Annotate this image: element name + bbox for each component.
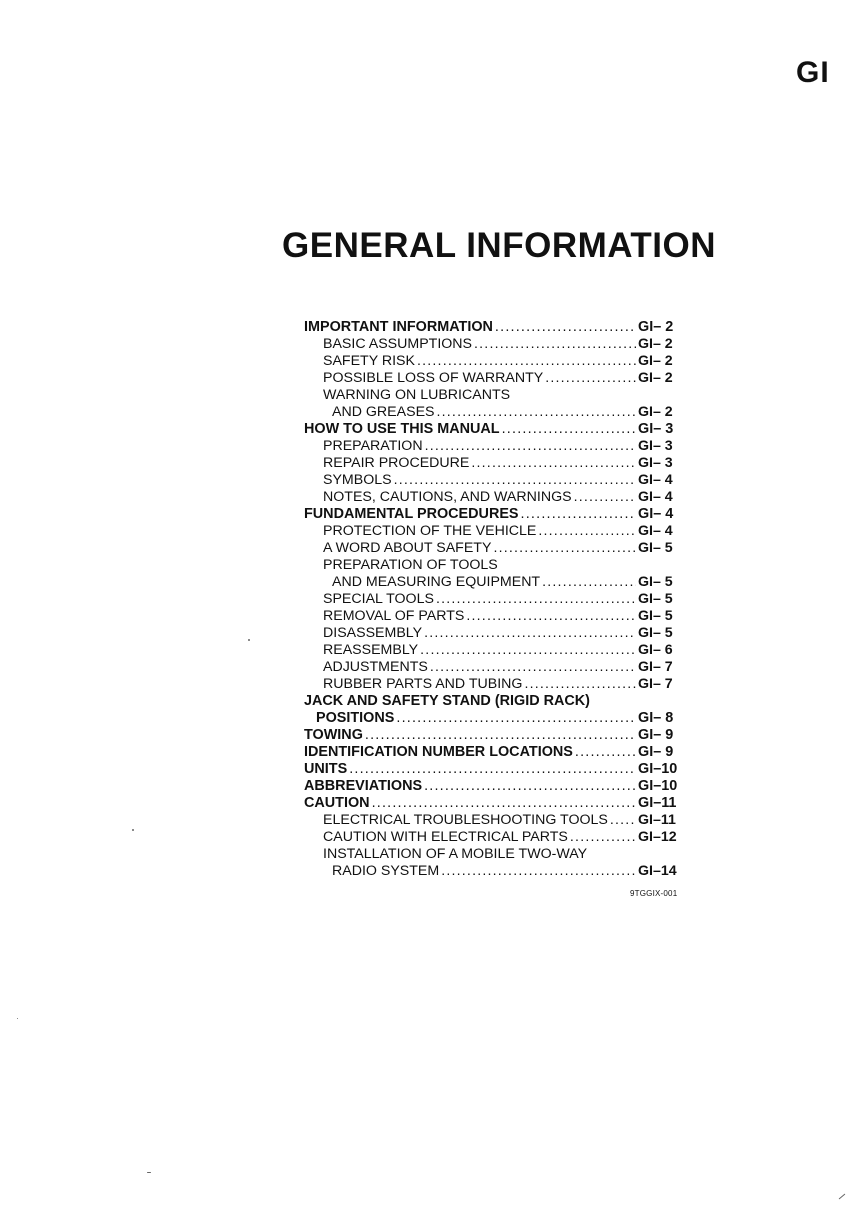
toc-entry-title: SPECIAL TOOLS: [323, 591, 434, 607]
toc-entry-page: GI– 5: [638, 540, 673, 556]
toc-entry: [304, 846, 684, 863]
toc-entry-title: WARNING ON LUBRICANTS: [323, 387, 511, 403]
toc-entry-title: AND MEASURING EQUIPMENT: [332, 574, 541, 590]
toc-entry: [304, 608, 684, 625]
toc-leader-dots: [521, 506, 636, 523]
toc-entry-title: PROTECTION OF THE VEHICLE: [323, 523, 537, 539]
toc-entry: [304, 676, 684, 693]
toc-entry-page: GI– 2: [638, 319, 674, 335]
toc-entry: [304, 540, 684, 557]
toc-leader-dots: [424, 625, 636, 642]
toc-entry-title: REPAIR PROCEDURE: [323, 455, 470, 471]
toc-entry-page: GI– 4: [638, 489, 673, 505]
scan-speck: [132, 829, 134, 831]
toc-leader-dots: [570, 829, 636, 846]
toc-entry-page: GI– 4: [638, 472, 673, 488]
toc-leader-dots: [396, 710, 636, 727]
toc-leader-dots: [610, 812, 636, 829]
toc-entry-page: GI– 8: [638, 710, 674, 726]
toc-entry-page: GI– 5: [638, 591, 673, 607]
toc-entry-title: PREPARATION OF TOOLS: [323, 557, 498, 573]
toc-entry-page: GI– 9: [638, 744, 674, 760]
toc-entry-page: GI– 5: [638, 608, 673, 624]
toc-leader-dots: [430, 659, 636, 676]
toc-entry-title: HOW TO USE THIS MANUAL: [304, 421, 500, 437]
toc-entry: [304, 336, 684, 353]
toc-entry: [304, 404, 684, 421]
toc-entry-page: GI– 4: [638, 506, 674, 522]
toc-leader-dots: [349, 761, 636, 778]
toc-entry-title: RADIO SYSTEM: [332, 863, 440, 879]
toc-entry: [304, 863, 684, 880]
toc-entry-title: REMOVAL OF PARTS: [323, 608, 465, 624]
toc-entry-page: GI– 4: [638, 523, 673, 539]
toc-entry-title: ADJUSTMENTS: [323, 659, 428, 675]
toc-entry: [304, 659, 684, 676]
toc-entry-page: GI– 2: [638, 353, 673, 369]
toc-leader-dots: [538, 523, 636, 540]
toc-entry-title: A WORD ABOUT SAFETY: [323, 540, 492, 556]
toc-entry-page: GI– 5: [638, 625, 673, 641]
toc-entry-page: GI–11: [638, 812, 676, 828]
section-tab: GI: [796, 56, 830, 89]
toc-leader-dots: [542, 574, 636, 591]
toc-entry-title: TOWING: [304, 727, 363, 743]
toc-entry-page: GI– 5: [638, 574, 673, 590]
toc-entry: [304, 353, 684, 370]
scan-speck: [147, 1172, 151, 1173]
toc-entry: [304, 438, 684, 455]
toc-entry-page: GI– 3: [638, 455, 673, 471]
toc-entry-title: DISASSEMBLY: [323, 625, 423, 641]
toc-entry-page: GI–10: [638, 778, 678, 794]
toc-entry-title: ABBREVIATIONS: [304, 778, 423, 794]
toc-entry: [304, 591, 684, 608]
scan-speck: [248, 639, 250, 641]
document-code: 9TGGIX-001: [630, 889, 678, 898]
toc-entry-title: IDENTIFICATION NUMBER LOCATIONS: [304, 744, 573, 760]
toc-leader-dots: [420, 642, 636, 659]
toc-entry-title: PREPARATION: [323, 438, 423, 454]
toc-leader-dots: [365, 727, 636, 744]
toc-leader-dots: [502, 421, 636, 438]
toc-entry: [304, 710, 684, 727]
toc-entry: [304, 727, 684, 744]
toc-entry: [304, 506, 684, 523]
toc-entry-page: GI– 7: [638, 676, 673, 692]
toc-entry-title: POSITIONS: [316, 710, 395, 726]
toc-entry-page: GI–12: [638, 829, 677, 845]
toc-entry-title: ELECTRICAL TROUBLESHOOTING TOOLS: [323, 812, 608, 828]
toc-leader-dots: [424, 778, 636, 795]
toc-leader-dots: [575, 744, 636, 761]
toc-entry-page: GI– 2: [638, 336, 673, 352]
toc-entry-title: REASSEMBLY: [323, 642, 419, 658]
table-of-contents: [304, 319, 684, 880]
scan-speck: [839, 1194, 846, 1200]
toc-leader-dots: [524, 676, 636, 693]
toc-entry-page: GI–10: [638, 761, 678, 777]
toc-entry-title: FUNDAMENTAL PROCEDURES: [304, 506, 519, 522]
toc-leader-dots: [437, 404, 637, 421]
toc-leader-dots: [372, 795, 636, 812]
toc-entry: [304, 455, 684, 472]
toc-entry: [304, 795, 684, 812]
toc-leader-dots: [417, 353, 636, 370]
toc-leader-dots: [495, 319, 636, 336]
toc-entry-page: GI–14: [638, 863, 677, 879]
toc-entry: [304, 761, 684, 778]
toc-leader-dots: [394, 472, 636, 489]
toc-entry-title: UNITS: [304, 761, 348, 777]
toc-entry-title: NOTES, CAUTIONS, AND WARNINGS: [323, 489, 572, 505]
toc-entry-title: POSSIBLE LOSS OF WARRANTY: [323, 370, 544, 386]
page-title: GENERAL INFORMATION: [282, 226, 717, 265]
toc-entry-page: GI– 7: [638, 659, 673, 675]
toc-entry-page: GI– 6: [638, 642, 673, 658]
toc-entry-page: GI– 9: [638, 727, 674, 743]
toc-entry-title: CAUTION: [304, 795, 370, 811]
toc-entry-title: AND GREASES: [332, 404, 435, 420]
toc-entry: [304, 370, 684, 387]
toc-entry: [304, 472, 684, 489]
scan-speck: [17, 1018, 18, 1019]
toc-entry: [304, 642, 684, 659]
toc-entry: [304, 421, 684, 438]
toc-entry-title: CAUTION WITH ELECTRICAL PARTS: [323, 829, 568, 845]
toc-entry: [304, 523, 684, 540]
toc-entry-page: GI– 2: [638, 370, 673, 386]
toc-entry-title: JACK AND SAFETY STAND (RIGID RACK): [304, 693, 590, 709]
toc-entry: [304, 829, 684, 846]
toc-entry: [304, 574, 684, 591]
toc-entry-title: RUBBER PARTS AND TUBING: [323, 676, 523, 692]
toc-leader-dots: [545, 370, 636, 387]
toc-entry-title: INSTALLATION OF A MOBILE TWO-WAY: [323, 846, 588, 862]
toc-entry: [304, 778, 684, 795]
toc-entry: [304, 387, 684, 404]
toc-entry: [304, 812, 684, 829]
toc-entry-page: GI– 3: [638, 421, 674, 437]
toc-entry: [304, 319, 684, 336]
toc-leader-dots: [493, 540, 636, 557]
toc-leader-dots: [436, 591, 636, 608]
toc-entry-page: GI– 2: [638, 404, 673, 420]
toc-entry-title: BASIC ASSUMPTIONS: [323, 336, 473, 352]
toc-leader-dots: [574, 489, 636, 506]
toc-entry: [304, 744, 684, 761]
toc-leader-dots: [425, 438, 636, 455]
toc-entry: [304, 625, 684, 642]
toc-entry: [304, 557, 684, 574]
toc-entry-page: GI–11: [638, 795, 677, 811]
toc-entry: [304, 693, 684, 710]
toc-entry-title: IMPORTANT INFORMATION: [304, 319, 493, 335]
toc-leader-dots: [466, 608, 636, 625]
toc-leader-dots: [474, 336, 636, 353]
toc-entry-page: GI– 3: [638, 438, 673, 454]
toc-leader-dots: [471, 455, 636, 472]
toc-leader-dots: [441, 863, 636, 880]
toc-entry-title: SYMBOLS: [323, 472, 392, 488]
toc-entry: [304, 489, 684, 506]
toc-entry-title: SAFETY RISK: [323, 353, 415, 369]
